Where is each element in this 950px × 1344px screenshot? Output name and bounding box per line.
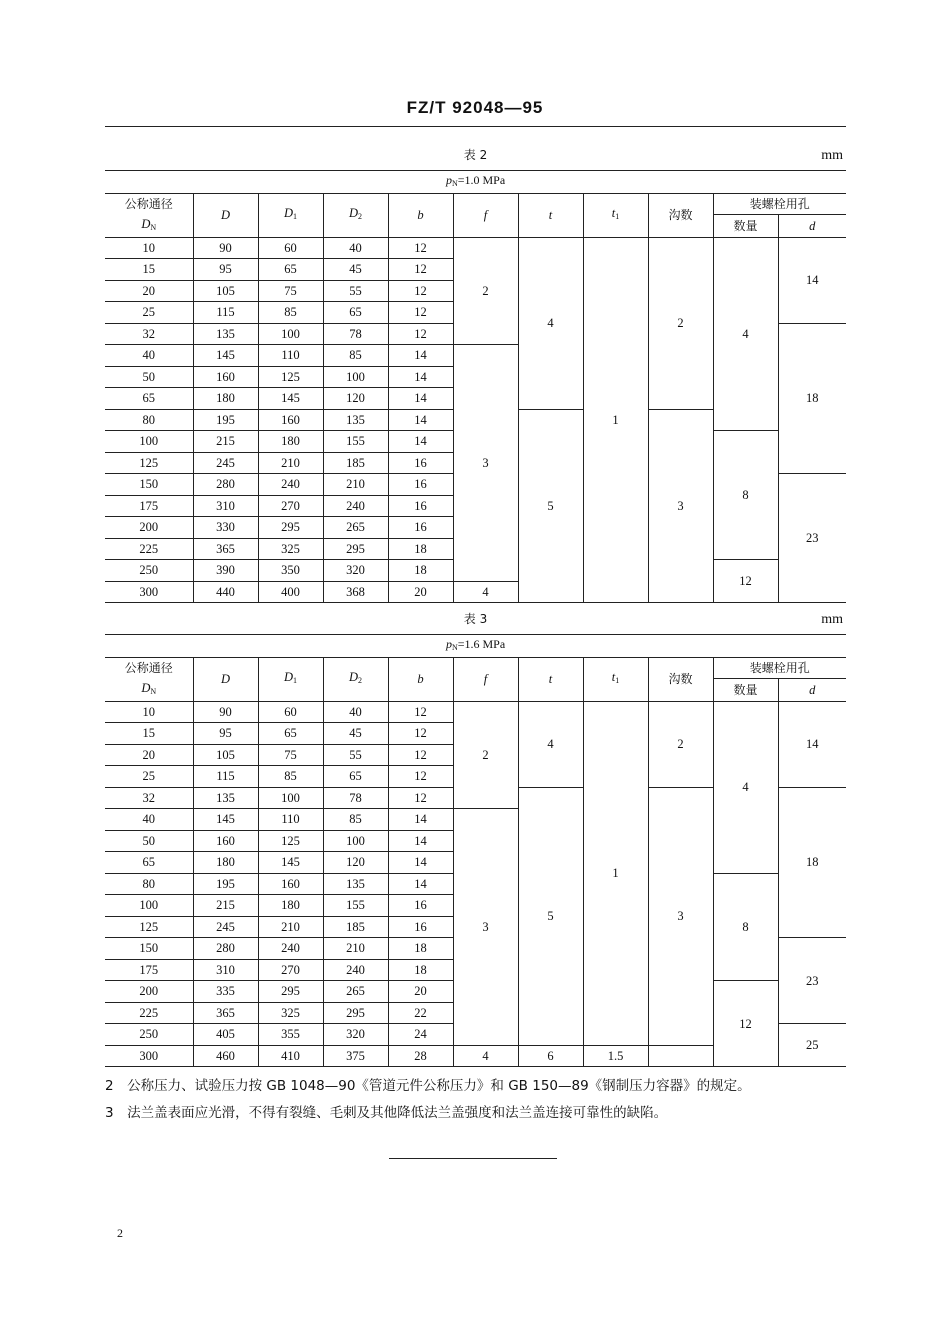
- cell-b: 12: [388, 723, 453, 745]
- cell-dn: 50: [105, 830, 193, 852]
- cell-t: 5: [518, 409, 583, 603]
- cell-dn: 50: [105, 366, 193, 388]
- cell-d1: 270: [258, 959, 323, 981]
- cell-t1: 1.5: [583, 1045, 648, 1067]
- cell-dn: 40: [105, 809, 193, 831]
- cell-d2: 135: [323, 409, 388, 431]
- cell-d2: 320: [323, 560, 388, 582]
- cell-d1: 270: [258, 495, 323, 517]
- cell-t1: 1: [583, 237, 648, 603]
- cell-d1: 210: [258, 452, 323, 474]
- cell-d: 390: [193, 560, 258, 582]
- cell-d: 145: [193, 809, 258, 831]
- cell-d: 90: [193, 701, 258, 723]
- dn-header: 公称通径: [105, 194, 193, 215]
- table-row: [105, 237, 846, 259]
- cell-b: 12: [388, 766, 453, 788]
- cell-d: 95: [193, 723, 258, 745]
- table3-title: 表 3: [463, 612, 488, 626]
- cell-dn: 100: [105, 895, 193, 917]
- cell-d1: 110: [258, 345, 323, 367]
- cell-d: 280: [193, 474, 258, 496]
- cell-b: 12: [388, 323, 453, 345]
- cell-d2: 78: [323, 323, 388, 345]
- bolt-holes-header: 装螺栓用孔: [713, 194, 846, 215]
- cell-d: 180: [193, 852, 258, 874]
- cell-d2: 375: [323, 1045, 388, 1067]
- cell-dn: 32: [105, 323, 193, 345]
- cell-dn: 40: [105, 345, 193, 367]
- d1-header: $D_1$: [258, 194, 323, 238]
- cell-d2: 135: [323, 873, 388, 895]
- cell-t: 4: [518, 237, 583, 409]
- cell-dn: 20: [105, 280, 193, 302]
- cell-f: 4: [453, 581, 518, 603]
- cell-d1: 125: [258, 830, 323, 852]
- cell-f: 3: [453, 809, 518, 1046]
- cell-dn: 15: [105, 259, 193, 281]
- cell-d2: 45: [323, 259, 388, 281]
- cell-t: 5: [518, 787, 583, 1045]
- cell-bolt-count: 8: [713, 873, 778, 981]
- cell-d: 105: [193, 280, 258, 302]
- table2-pressure: $p_N=1.0$ MPa: [105, 171, 846, 194]
- table2-caption: [105, 144, 846, 166]
- cell-b: 18: [388, 538, 453, 560]
- cell-d1: 125: [258, 366, 323, 388]
- cell-d1: 75: [258, 280, 323, 302]
- cell-d2: 40: [323, 701, 388, 723]
- cell-b: 16: [388, 474, 453, 496]
- cell-dn: 125: [105, 452, 193, 474]
- cell-dn: 200: [105, 981, 193, 1003]
- cell-bolt-d: 14: [778, 237, 846, 323]
- cell-d: 90: [193, 237, 258, 259]
- cell-b: 16: [388, 916, 453, 938]
- cell-b: 14: [388, 366, 453, 388]
- t-header: t: [518, 194, 583, 238]
- dn-symbol-header: $D_N$: [105, 679, 193, 702]
- grooves-header: 沟数: [648, 658, 713, 702]
- cell-d2: 240: [323, 959, 388, 981]
- standard-code: FZ/T 92048—95: [406, 98, 544, 117]
- cell-grooves: 3: [648, 787, 713, 1045]
- cell-b: 12: [388, 237, 453, 259]
- cell-t: 4: [518, 701, 583, 787]
- f-header: f: [453, 194, 518, 238]
- d1-header: $D_1$: [258, 658, 323, 702]
- cell-b: 20: [388, 981, 453, 1003]
- cell-d1: 295: [258, 981, 323, 1003]
- bolt-d-header: d: [778, 679, 846, 702]
- cell-d1: 210: [258, 916, 323, 938]
- dn-symbol-header: $D_N$: [105, 215, 193, 238]
- cell-d1: 355: [258, 1024, 323, 1046]
- cell-b: 12: [388, 701, 453, 723]
- table2: [105, 170, 846, 603]
- bolt-count-header: 数量: [713, 679, 778, 702]
- table2-title: 表 2: [463, 148, 488, 162]
- t-header: t: [518, 658, 583, 702]
- cell-d2: 85: [323, 345, 388, 367]
- cell-d2: 320: [323, 1024, 388, 1046]
- cell-t: 6: [518, 1045, 583, 1067]
- cell-d1: 100: [258, 787, 323, 809]
- cell-bolt-d: 23: [778, 474, 846, 603]
- cell-d2: 295: [323, 1002, 388, 1024]
- cell-d2: 78: [323, 787, 388, 809]
- cell-dn: 225: [105, 1002, 193, 1024]
- cell-grooves-empty: [648, 1045, 713, 1067]
- cell-dn: 125: [105, 916, 193, 938]
- bolt-d-header: d: [778, 215, 846, 238]
- cell-dn: 150: [105, 474, 193, 496]
- cell-dn: 25: [105, 766, 193, 788]
- grooves-header: 沟数: [648, 194, 713, 238]
- cell-d1: 295: [258, 517, 323, 539]
- d2-header: $D_2$: [323, 658, 388, 702]
- cell-b: 18: [388, 959, 453, 981]
- cell-d: 245: [193, 916, 258, 938]
- cell-b: 14: [388, 830, 453, 852]
- cell-bolt-count: 12: [713, 560, 778, 603]
- page-number: 2: [117, 1226, 123, 1240]
- cell-bolt-d: 18: [778, 323, 846, 474]
- cell-b: 16: [388, 517, 453, 539]
- b-header: b: [388, 658, 453, 702]
- cell-dn: 10: [105, 701, 193, 723]
- cell-f: 3: [453, 345, 518, 582]
- cell-d: 310: [193, 959, 258, 981]
- dn-header: 公称通径: [105, 658, 193, 679]
- cell-d1: 85: [258, 302, 323, 324]
- cell-bolt-d: 14: [778, 701, 846, 787]
- cell-d1: 240: [258, 474, 323, 496]
- cell-b: 20: [388, 581, 453, 603]
- cell-b: 12: [388, 259, 453, 281]
- cell-b: 24: [388, 1024, 453, 1046]
- cell-bolt-d: 23: [778, 938, 846, 1024]
- table2-header-row: [105, 194, 846, 215]
- cell-d1: 65: [258, 723, 323, 745]
- cell-f: 2: [453, 237, 518, 345]
- cell-bolt-count: 4: [713, 701, 778, 873]
- cell-b: 18: [388, 560, 453, 582]
- cell-d1: 350: [258, 560, 323, 582]
- cell-grooves: 2: [648, 237, 713, 409]
- cell-d: 310: [193, 495, 258, 517]
- cell-d1: 75: [258, 744, 323, 766]
- cell-dn: 100: [105, 431, 193, 453]
- cell-d2: 65: [323, 766, 388, 788]
- cell-dn: 300: [105, 1045, 193, 1067]
- cell-b: 12: [388, 787, 453, 809]
- note-2: 2 公称压力、试验压力按 GB 1048—90《管道元件公称压力》和 GB 150—89《钢制压力容器》的规定。: [105, 1078, 751, 1094]
- cell-d2: 210: [323, 938, 388, 960]
- cell-d2: 265: [323, 981, 388, 1003]
- cell-b: 16: [388, 895, 453, 917]
- cell-d2: 100: [323, 830, 388, 852]
- cell-b: 14: [388, 388, 453, 410]
- cell-dn: 65: [105, 852, 193, 874]
- cell-d2: 120: [323, 852, 388, 874]
- table3-caption: [105, 608, 846, 630]
- table3-unit: mm: [821, 612, 843, 627]
- cell-d2: 100: [323, 366, 388, 388]
- t1-header: $t_1$: [583, 658, 648, 702]
- cell-d1: 85: [258, 766, 323, 788]
- cell-d2: 185: [323, 452, 388, 474]
- cell-d: 135: [193, 323, 258, 345]
- cell-dn: 25: [105, 302, 193, 324]
- cell-d2: 265: [323, 517, 388, 539]
- cell-b: 14: [388, 431, 453, 453]
- cell-d: 160: [193, 830, 258, 852]
- t1-header: $t_1$: [583, 194, 648, 238]
- cell-b: 14: [388, 873, 453, 895]
- cell-bolt-d: 18: [778, 787, 846, 938]
- cell-bolt-count: 12: [713, 981, 778, 1067]
- cell-d2: 295: [323, 538, 388, 560]
- cell-d1: 100: [258, 323, 323, 345]
- cell-b: 14: [388, 809, 453, 831]
- cell-d: 215: [193, 895, 258, 917]
- cell-bolt-count: 8: [713, 431, 778, 560]
- table2-unit: mm: [821, 148, 843, 163]
- table-row: [105, 701, 846, 723]
- cell-d2: 240: [323, 495, 388, 517]
- cell-d2: 40: [323, 237, 388, 259]
- cell-d1: 325: [258, 538, 323, 560]
- cell-dn: 175: [105, 959, 193, 981]
- cell-d: 365: [193, 1002, 258, 1024]
- cell-d: 245: [193, 452, 258, 474]
- cell-b: 16: [388, 495, 453, 517]
- cell-grooves: 2: [648, 701, 713, 787]
- header-rule: [105, 126, 846, 127]
- cell-d: 180: [193, 388, 258, 410]
- cell-b: 12: [388, 302, 453, 324]
- d2-header: $D_2$: [323, 194, 388, 238]
- cell-d1: 160: [258, 873, 323, 895]
- cell-d1: 60: [258, 237, 323, 259]
- cell-d2: 155: [323, 895, 388, 917]
- cell-d: 195: [193, 873, 258, 895]
- cell-dn: 80: [105, 873, 193, 895]
- cell-bolt-d: 25: [778, 1024, 846, 1067]
- cell-d: 135: [193, 787, 258, 809]
- cell-b: 22: [388, 1002, 453, 1024]
- cell-dn: 250: [105, 1024, 193, 1046]
- cell-dn: 200: [105, 517, 193, 539]
- cell-dn: 65: [105, 388, 193, 410]
- cell-d2: 45: [323, 723, 388, 745]
- cell-d2: 185: [323, 916, 388, 938]
- cell-b: 14: [388, 345, 453, 367]
- cell-d2: 120: [323, 388, 388, 410]
- cell-d: 365: [193, 538, 258, 560]
- cell-d: 405: [193, 1024, 258, 1046]
- cell-d: 460: [193, 1045, 258, 1067]
- cell-dn: 150: [105, 938, 193, 960]
- cell-d: 280: [193, 938, 258, 960]
- cell-d: 115: [193, 302, 258, 324]
- cell-d1: 410: [258, 1045, 323, 1067]
- cell-d1: 145: [258, 388, 323, 410]
- cell-d: 330: [193, 517, 258, 539]
- d-header: D: [193, 658, 258, 702]
- note-3: 3 法兰盖表面应光滑，不得有裂缝、毛刺及其他降低法兰盖强度和法兰盖连接可靠性的缺陷。: [105, 1105, 668, 1121]
- cell-dn: 80: [105, 409, 193, 431]
- cell-d2: 65: [323, 302, 388, 324]
- cell-d2: 368: [323, 581, 388, 603]
- cell-d: 160: [193, 366, 258, 388]
- cell-d1: 180: [258, 895, 323, 917]
- cell-d2: 155: [323, 431, 388, 453]
- cell-d2: 55: [323, 280, 388, 302]
- cell-t1: 1: [583, 701, 648, 1045]
- cell-dn: 32: [105, 787, 193, 809]
- bolt-holes-header: 装螺栓用孔: [713, 658, 846, 679]
- cell-bolt-count: 4: [713, 237, 778, 431]
- cell-dn: 20: [105, 744, 193, 766]
- cell-d: 215: [193, 431, 258, 453]
- cell-d1: 60: [258, 701, 323, 723]
- cell-b: 14: [388, 409, 453, 431]
- cell-dn: 175: [105, 495, 193, 517]
- cell-d: 95: [193, 259, 258, 281]
- cell-d1: 160: [258, 409, 323, 431]
- cell-b: 28: [388, 1045, 453, 1067]
- cell-d1: 145: [258, 852, 323, 874]
- cell-f: 4: [453, 1045, 518, 1067]
- end-rule: [389, 1158, 557, 1159]
- cell-d: 195: [193, 409, 258, 431]
- cell-d1: 325: [258, 1002, 323, 1024]
- cell-b: 18: [388, 938, 453, 960]
- cell-d1: 400: [258, 581, 323, 603]
- table3-pressure-row: [105, 635, 846, 658]
- cell-d2: 210: [323, 474, 388, 496]
- cell-f: 2: [453, 701, 518, 809]
- cell-b: 16: [388, 452, 453, 474]
- f-header: f: [453, 658, 518, 702]
- cell-d2: 55: [323, 744, 388, 766]
- cell-d: 105: [193, 744, 258, 766]
- cell-dn: 300: [105, 581, 193, 603]
- table3: [105, 634, 846, 1067]
- cell-d1: 65: [258, 259, 323, 281]
- cell-b: 12: [388, 280, 453, 302]
- table2-pressure-row: [105, 171, 846, 194]
- cell-d: 115: [193, 766, 258, 788]
- d-header: D: [193, 194, 258, 238]
- cell-d1: 240: [258, 938, 323, 960]
- cell-b: 14: [388, 852, 453, 874]
- cell-d2: 85: [323, 809, 388, 831]
- cell-grooves: 3: [648, 409, 713, 603]
- cell-d1: 110: [258, 809, 323, 831]
- cell-d: 440: [193, 581, 258, 603]
- cell-d: 335: [193, 981, 258, 1003]
- cell-dn: 225: [105, 538, 193, 560]
- cell-dn: 10: [105, 237, 193, 259]
- bolt-count-header: 数量: [713, 215, 778, 238]
- cell-dn: 15: [105, 723, 193, 745]
- b-header: b: [388, 194, 453, 238]
- table3-pressure: $p_N=1.6$ MPa: [105, 635, 846, 658]
- cell-b: 12: [388, 744, 453, 766]
- cell-d1: 180: [258, 431, 323, 453]
- table3-header-row: [105, 658, 846, 679]
- cell-dn: 250: [105, 560, 193, 582]
- cell-d: 145: [193, 345, 258, 367]
